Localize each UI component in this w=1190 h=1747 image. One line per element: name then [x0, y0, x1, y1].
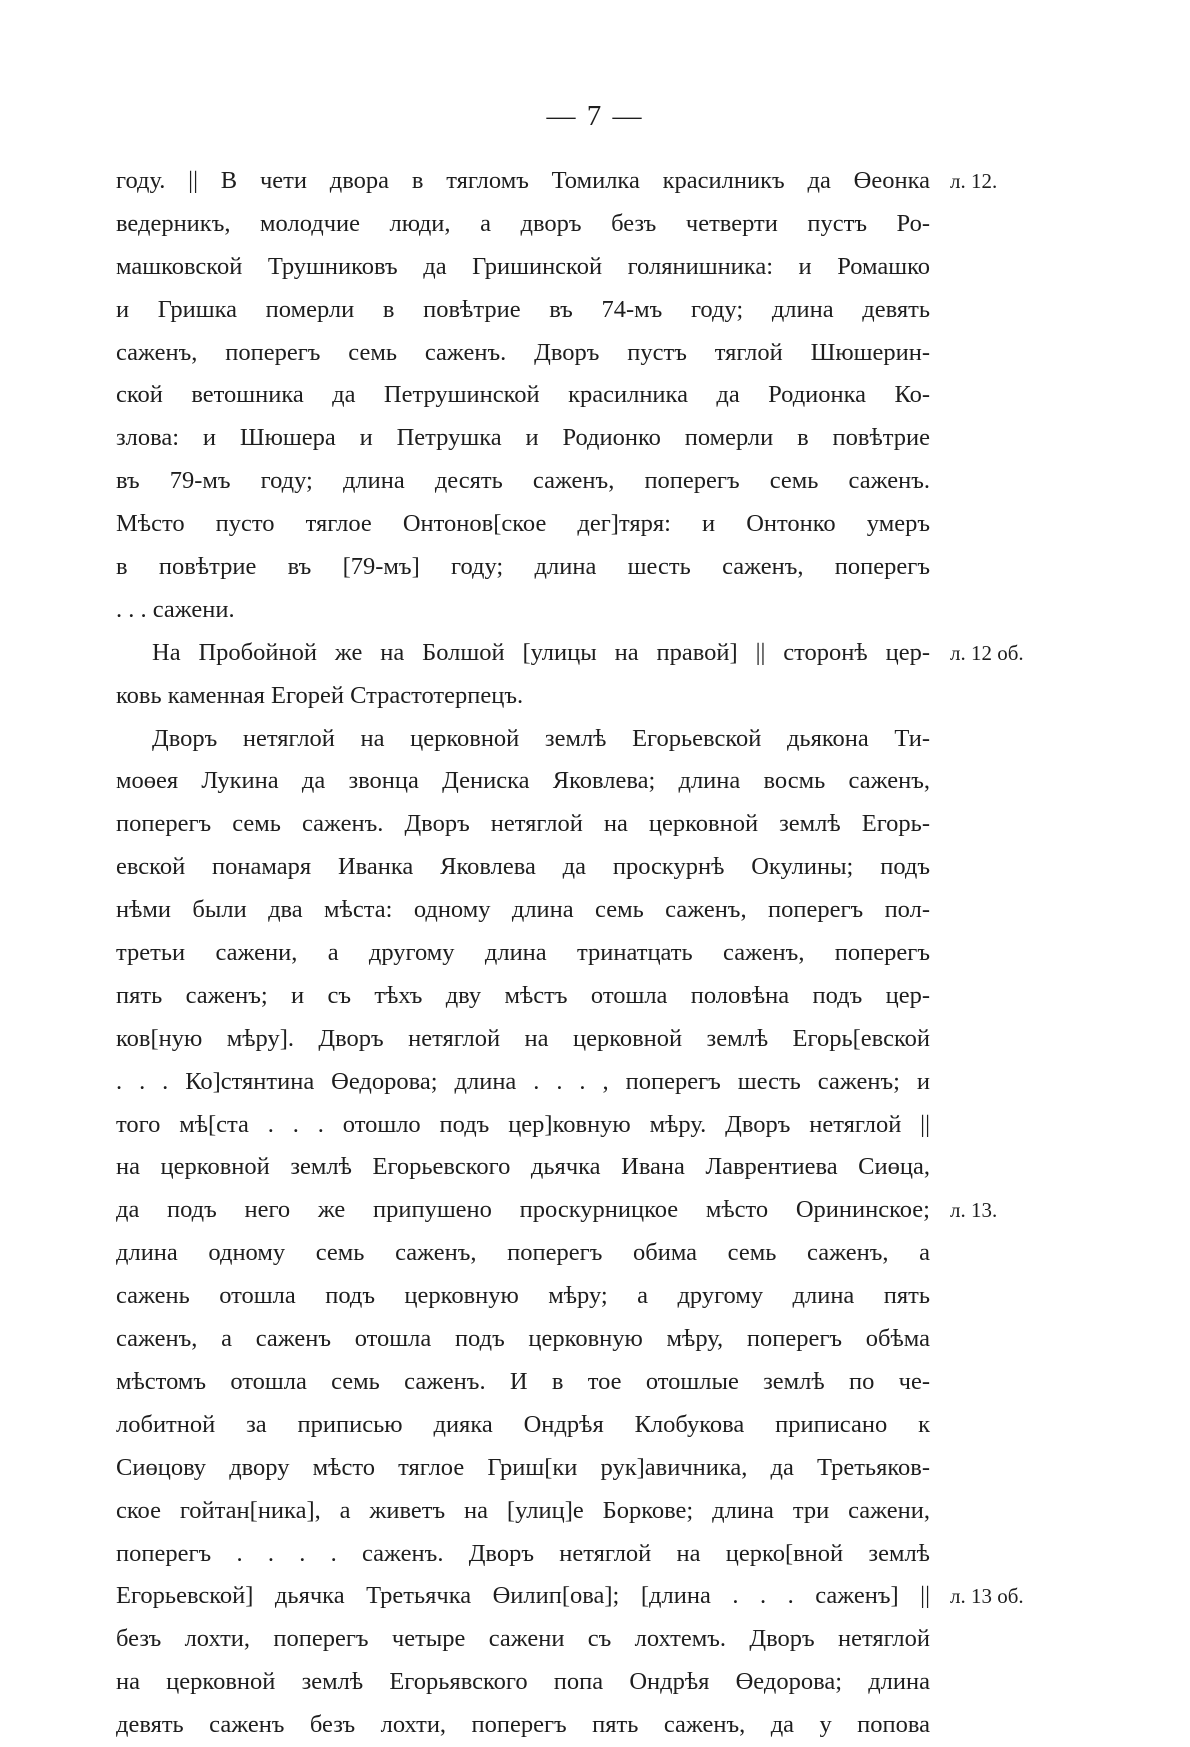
text-line: злова: и Шюшера и Петрушка и Родионко померли в повѣтрие	[116, 424, 930, 452]
text-line: мѣстомъ отошла семь саженъ. И в тое отошлые землѣ по че-	[116, 1367, 930, 1395]
text-line: и Гришка померли в повѣтрие въ 74-мъ году; длина девять	[116, 295, 930, 323]
text-line: на церковной землѣ Егорьявского попа Ондрѣя Өедорова; длина	[116, 1668, 930, 1696]
text-line: саженъ, а саженъ отошла подъ церковную мѣру, поперегъ обѣма	[116, 1325, 930, 1353]
main-text	[116, 160, 930, 1747]
text-line: саженъ, поперегъ семь саженъ. Дворъ пустъ тяглой Шюшерин-	[116, 338, 930, 366]
text-line: третьи сажени, а другому длина тринатцать саженъ, поперегъ	[116, 939, 930, 967]
text-line: в повѣтрие въ [79-мъ] году; длина шесть саженъ, поперегъ	[116, 553, 930, 581]
text-line: нѣми были два мѣста: одному длина семь саженъ, поперегъ пол-	[116, 896, 930, 924]
text-line: Сиөцову двору мѣсто тяглое Гриш[ки рук]авичника, да Третьяков-	[116, 1453, 930, 1481]
text-line: евской понамаря Иванка Яковлева да проскурнѣ Окулины; подъ	[116, 853, 930, 881]
text-line: моөея Лукина да звонца Дениска Яковлева; длина восмь саженъ,	[116, 767, 930, 795]
folio-note: л. 12.	[950, 169, 998, 193]
text-line: ковь каменная Егорей Страстотерпецъ.	[116, 681, 524, 709]
text-line: ков[ную мѣру]. Дворъ нетяглой на церковной землѣ Егорь[евской	[116, 1024, 930, 1052]
text-line: На Пробойной же на Болшой [улицы на правой] || сторонѣ цер-	[152, 638, 930, 666]
text-line: сажень отошла подъ церковную мѣру; а другому длина пять	[116, 1282, 930, 1310]
text-line: да подъ него же припушено проскурницкое мѣсто Орининское;	[116, 1196, 930, 1224]
text-line: ское гойтан[ника], а живетъ на [улиц]е Боркове; длина три сажени,	[116, 1496, 930, 1524]
text-line: машковской Трушниковъ да Гришинской голянишника: и Ромашко	[116, 252, 930, 280]
text-line: . . . сажени.	[116, 595, 235, 623]
text-line: ской ветошника да Петрушинской красилника да Родионка Ко-	[116, 381, 930, 409]
text-line: девять саженъ безъ лохти, поперегъ пять саженъ, да у попова	[116, 1711, 930, 1739]
page-number: — 7 —	[546, 100, 644, 132]
text-line: того мѣ[ста . . . отошло подъ цер]ковную мѣру. Дворъ нетяглой ||	[116, 1110, 930, 1138]
text-line: въ 79-мъ году; длина десять саженъ, поперегъ семь саженъ.	[116, 467, 930, 495]
text-line: Мѣсто пусто тяглое Онтонов[ское дег]тяря: и Онтонко умеръ	[116, 510, 930, 538]
text-line: году. || В чети двора в тягломъ Томилка красилникъ да Өеонка	[116, 167, 930, 194]
text-line: ведерникъ, молодчие люди, а дворъ безъ четверти пустъ Ро-	[116, 209, 930, 237]
folio-note: л. 12 об.	[950, 641, 1024, 665]
text-line: Дворъ нетяглой на церковной землѣ Егорьевской дьякона Ти-	[152, 724, 930, 752]
text-line: Егорьевской] дьячка Третьячка Өилип[ова]; [длина . . . саженъ] ||	[116, 1582, 930, 1610]
text-line: пять саженъ; и съ тѣхъ дву мѣстъ отошла половѣна подъ цер-	[116, 981, 930, 1009]
text-line: длина одному семь саженъ, поперегъ обима семь саженъ, а	[116, 1239, 930, 1267]
folio-note: л. 13 об.	[950, 1584, 1024, 1608]
text-line: . . . Ко]стянтина Өедорова; длина . . . , поперегъ шесть саженъ; и	[116, 1067, 930, 1095]
text-line: поперегъ семь саженъ. Дворъ нетяглой на церковной землѣ Егорь-	[116, 810, 930, 838]
text-line: поперегъ . . . . саженъ. Дворъ нетяглой на церко[вной землѣ	[116, 1539, 930, 1567]
text-line: безъ лохти, поперегъ четыре сажени съ лохтемъ. Дворъ нетяглой	[116, 1625, 930, 1653]
folio-note: л. 13.	[950, 1198, 998, 1222]
text-line: лобитной за приписью дияка Ондрѣя Клобукова приписано к	[116, 1410, 930, 1438]
text-line: на церковной землѣ Егорьевского дьячка Ивана Лаврентиева Сиөца,	[116, 1153, 930, 1181]
